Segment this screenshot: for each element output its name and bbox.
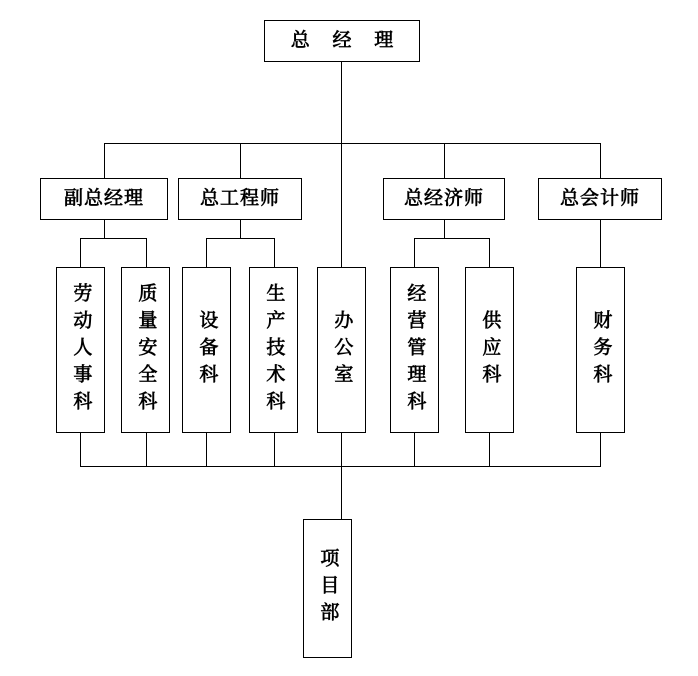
node-operation-management-section	[390, 267, 439, 433]
connector-operation-mgmt-down	[414, 433, 415, 466]
connector-deputy-gm-to-quality-safety	[146, 238, 147, 267]
connector-bus-to-chief-economist	[444, 143, 445, 178]
connector-chief-economist-to-supply	[489, 238, 490, 267]
connector-bus-to-deputy-gm	[104, 143, 105, 178]
connector-bus-to-chief-engineer	[240, 143, 241, 178]
connector-chief-engineer-to-production-tech	[274, 238, 275, 267]
connector-deputy-gm-to-labor-hr	[80, 238, 81, 267]
connector-chief-engineer-bus	[206, 238, 274, 239]
node-label: 质量安全科	[135, 282, 157, 418]
node-finance-section	[576, 267, 625, 433]
connector-production-tech-down	[274, 433, 275, 466]
node-label: 总经济师	[403, 187, 484, 209]
node-chief-economist	[383, 178, 505, 220]
connector-quality-safety-down	[146, 433, 147, 466]
node-quality-safety-section	[121, 267, 170, 433]
connector-chief-economist-bus	[414, 238, 489, 239]
node-label: 项目部	[317, 548, 339, 629]
node-chief-accountant	[538, 178, 662, 220]
node-label: 供应科	[479, 309, 501, 391]
node-project-department	[303, 519, 352, 658]
connector-chief-accountant-to-finance	[600, 220, 601, 267]
connector-labor-hr-down	[80, 433, 81, 466]
node-production-tech-section	[249, 267, 298, 433]
connector-finance-down	[600, 433, 601, 466]
connector-chief-engineer-down	[240, 220, 241, 238]
node-supply-section	[465, 267, 514, 433]
connector-chief-economist-to-operation-mgmt	[414, 238, 415, 267]
node-office	[317, 267, 366, 433]
connector-gm-down	[341, 62, 342, 143]
node-label: 总会计师	[559, 187, 640, 209]
connector-gm-to-office	[341, 143, 342, 267]
node-label: 设备科	[196, 309, 218, 391]
node-label: 副总经理	[63, 187, 144, 209]
node-labor-hr-section	[56, 267, 105, 433]
node-label: 办公室	[331, 309, 353, 391]
connector-chief-economist-down	[444, 220, 445, 238]
node-label: 劳动人事科	[70, 282, 92, 418]
connector-level1-bus	[104, 143, 600, 144]
node-chief-engineer	[178, 178, 302, 220]
node-general-manager	[264, 20, 420, 62]
connector-equipment-down	[206, 433, 207, 466]
connector-bus-to-chief-accountant	[600, 143, 601, 178]
connector-supply-down	[489, 433, 490, 466]
node-label: 总工程师	[199, 187, 280, 209]
connector-office-down	[341, 433, 342, 466]
node-label: 生产技术科	[263, 282, 285, 418]
node-label: 总 经 理	[290, 29, 403, 51]
node-label: 财务科	[590, 309, 612, 391]
connector-chief-engineer-to-equipment	[206, 238, 207, 267]
connector-bus-to-project-dept	[341, 466, 342, 519]
node-label: 经营管理科	[404, 282, 426, 418]
connector-deputy-gm-bus	[80, 238, 146, 239]
connector-deputy-gm-down	[104, 220, 105, 238]
node-equipment-section	[182, 267, 231, 433]
node-deputy-general-manager	[40, 178, 168, 220]
